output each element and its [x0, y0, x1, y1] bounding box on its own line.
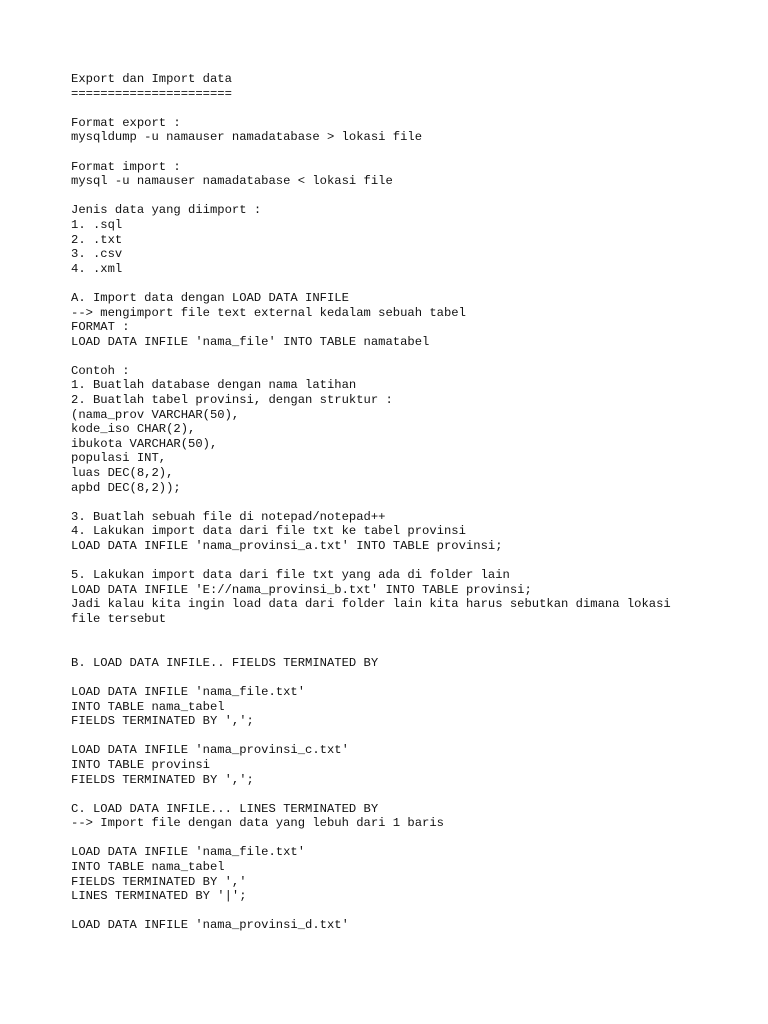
- doc-blank-line: [71, 627, 731, 642]
- doc-line: LOAD DATA INFILE 'nama_file' INTO TABLE namatabel: [71, 334, 430, 349]
- doc-line: --> mengimport file text external kedalam sebuah tabel: [71, 305, 466, 320]
- doc-line: LOAD DATA INFILE 'nama_file.txt': [71, 684, 306, 699]
- doc-blank-line: [71, 189, 731, 204]
- doc-line: 2. .txt: [71, 232, 123, 247]
- doc-line: mysql -u namauser namadatabase < lokasi file: [71, 174, 393, 189]
- doc-line: 1. .sql: [71, 217, 123, 232]
- doc-blank-line: [71, 276, 731, 291]
- doc-line: INTO TABLE nama_tabel: [71, 699, 225, 714]
- doc-line: LOAD DATA INFILE 'nama_provinsi_d.txt': [71, 918, 349, 933]
- doc-line: (nama_prov VARCHAR(50),: [71, 407, 240, 422]
- doc-line: Format import :: [71, 159, 181, 174]
- doc-line: luas DEC(8,2),: [71, 466, 174, 481]
- doc-line: Format export :: [71, 115, 181, 130]
- doc-line: FIELDS TERMINATED BY ',';: [71, 772, 254, 787]
- doc-line: FIELDS TERMINATED BY ',': [71, 874, 247, 889]
- doc-line: 4. .xml: [71, 261, 123, 276]
- doc-line: LINES TERMINATED BY '|';: [71, 889, 247, 904]
- doc-line: kode_iso CHAR(2),: [71, 422, 196, 437]
- doc-line: 3. Buatlah sebuah file di notepad/notepad++: [71, 509, 386, 524]
- doc-line: 3. .csv: [71, 247, 123, 262]
- doc-line: LOAD DATA INFILE 'nama_provinsi_a.txt' INTO TABLE provinsi;: [71, 539, 503, 553]
- doc-line: FORMAT :: [71, 320, 130, 335]
- doc-line: 1. Buatlah database dengan nama latihan: [71, 378, 357, 393]
- doc-line: Export dan Import data: [71, 72, 232, 86]
- doc-blank-line: [71, 787, 731, 802]
- doc-line: Jadi kalau kita ingin load data dari folder lain kita harus sebutkan dimana lokasi: [71, 597, 671, 612]
- doc-line: Jenis data yang diimport :: [71, 203, 262, 218]
- doc-line: LOAD DATA INFILE 'nama_file.txt': [71, 845, 306, 860]
- doc-line: Contoh :: [71, 363, 130, 378]
- doc-blank-line: [71, 145, 731, 160]
- doc-blank-line: [71, 729, 731, 744]
- doc-blank-line: [71, 554, 731, 569]
- doc-blank-line: [71, 495, 731, 510]
- doc-blank-line: [71, 101, 731, 116]
- doc-line: populasi INT,: [71, 451, 167, 466]
- doc-line: 4. Lakukan import data dari file txt ke tabel provinsi: [71, 524, 466, 539]
- doc-blank-line: [71, 641, 731, 656]
- doc-line: file tersebut: [71, 611, 167, 626]
- doc-line: INTO TABLE nama_tabel: [71, 860, 225, 875]
- doc-blank-line: [71, 904, 731, 919]
- doc-line: mysqldump -u namauser namadatabase > lokasi file: [71, 130, 423, 145]
- document-body: [71, 72, 731, 933]
- doc-line: A. Import data dengan LOAD DATA INFILE: [71, 290, 349, 305]
- doc-line: 5. Lakukan import data dari file txt yang ada di folder lain: [71, 568, 510, 583]
- doc-blank-line: [71, 349, 731, 364]
- doc-line: 2. Buatlah tabel provinsi, dengan struktur :: [71, 393, 393, 408]
- doc-line: INTO TABLE provinsi: [71, 757, 210, 772]
- doc-line: ======================: [71, 86, 232, 101]
- doc-line: B. LOAD DATA INFILE.. FIELDS TERMINATED BY: [71, 655, 379, 670]
- doc-line: --> Import file dengan data yang lebuh dari 1 baris: [71, 816, 444, 831]
- doc-line: ibukota VARCHAR(50),: [71, 436, 218, 451]
- doc-line: C. LOAD DATA INFILE... LINES TERMINATED BY: [71, 801, 379, 816]
- doc-blank-line: [71, 670, 731, 685]
- doc-line: LOAD DATA INFILE 'E://nama_provinsi_b.txt' INTO TABLE provinsi;: [71, 582, 532, 597]
- doc-line: FIELDS TERMINATED BY ',';: [71, 714, 254, 729]
- doc-line: apbd DEC(8,2));: [71, 480, 181, 495]
- doc-blank-line: [71, 831, 731, 846]
- doc-line: LOAD DATA INFILE 'nama_provinsi_c.txt': [71, 743, 349, 758]
